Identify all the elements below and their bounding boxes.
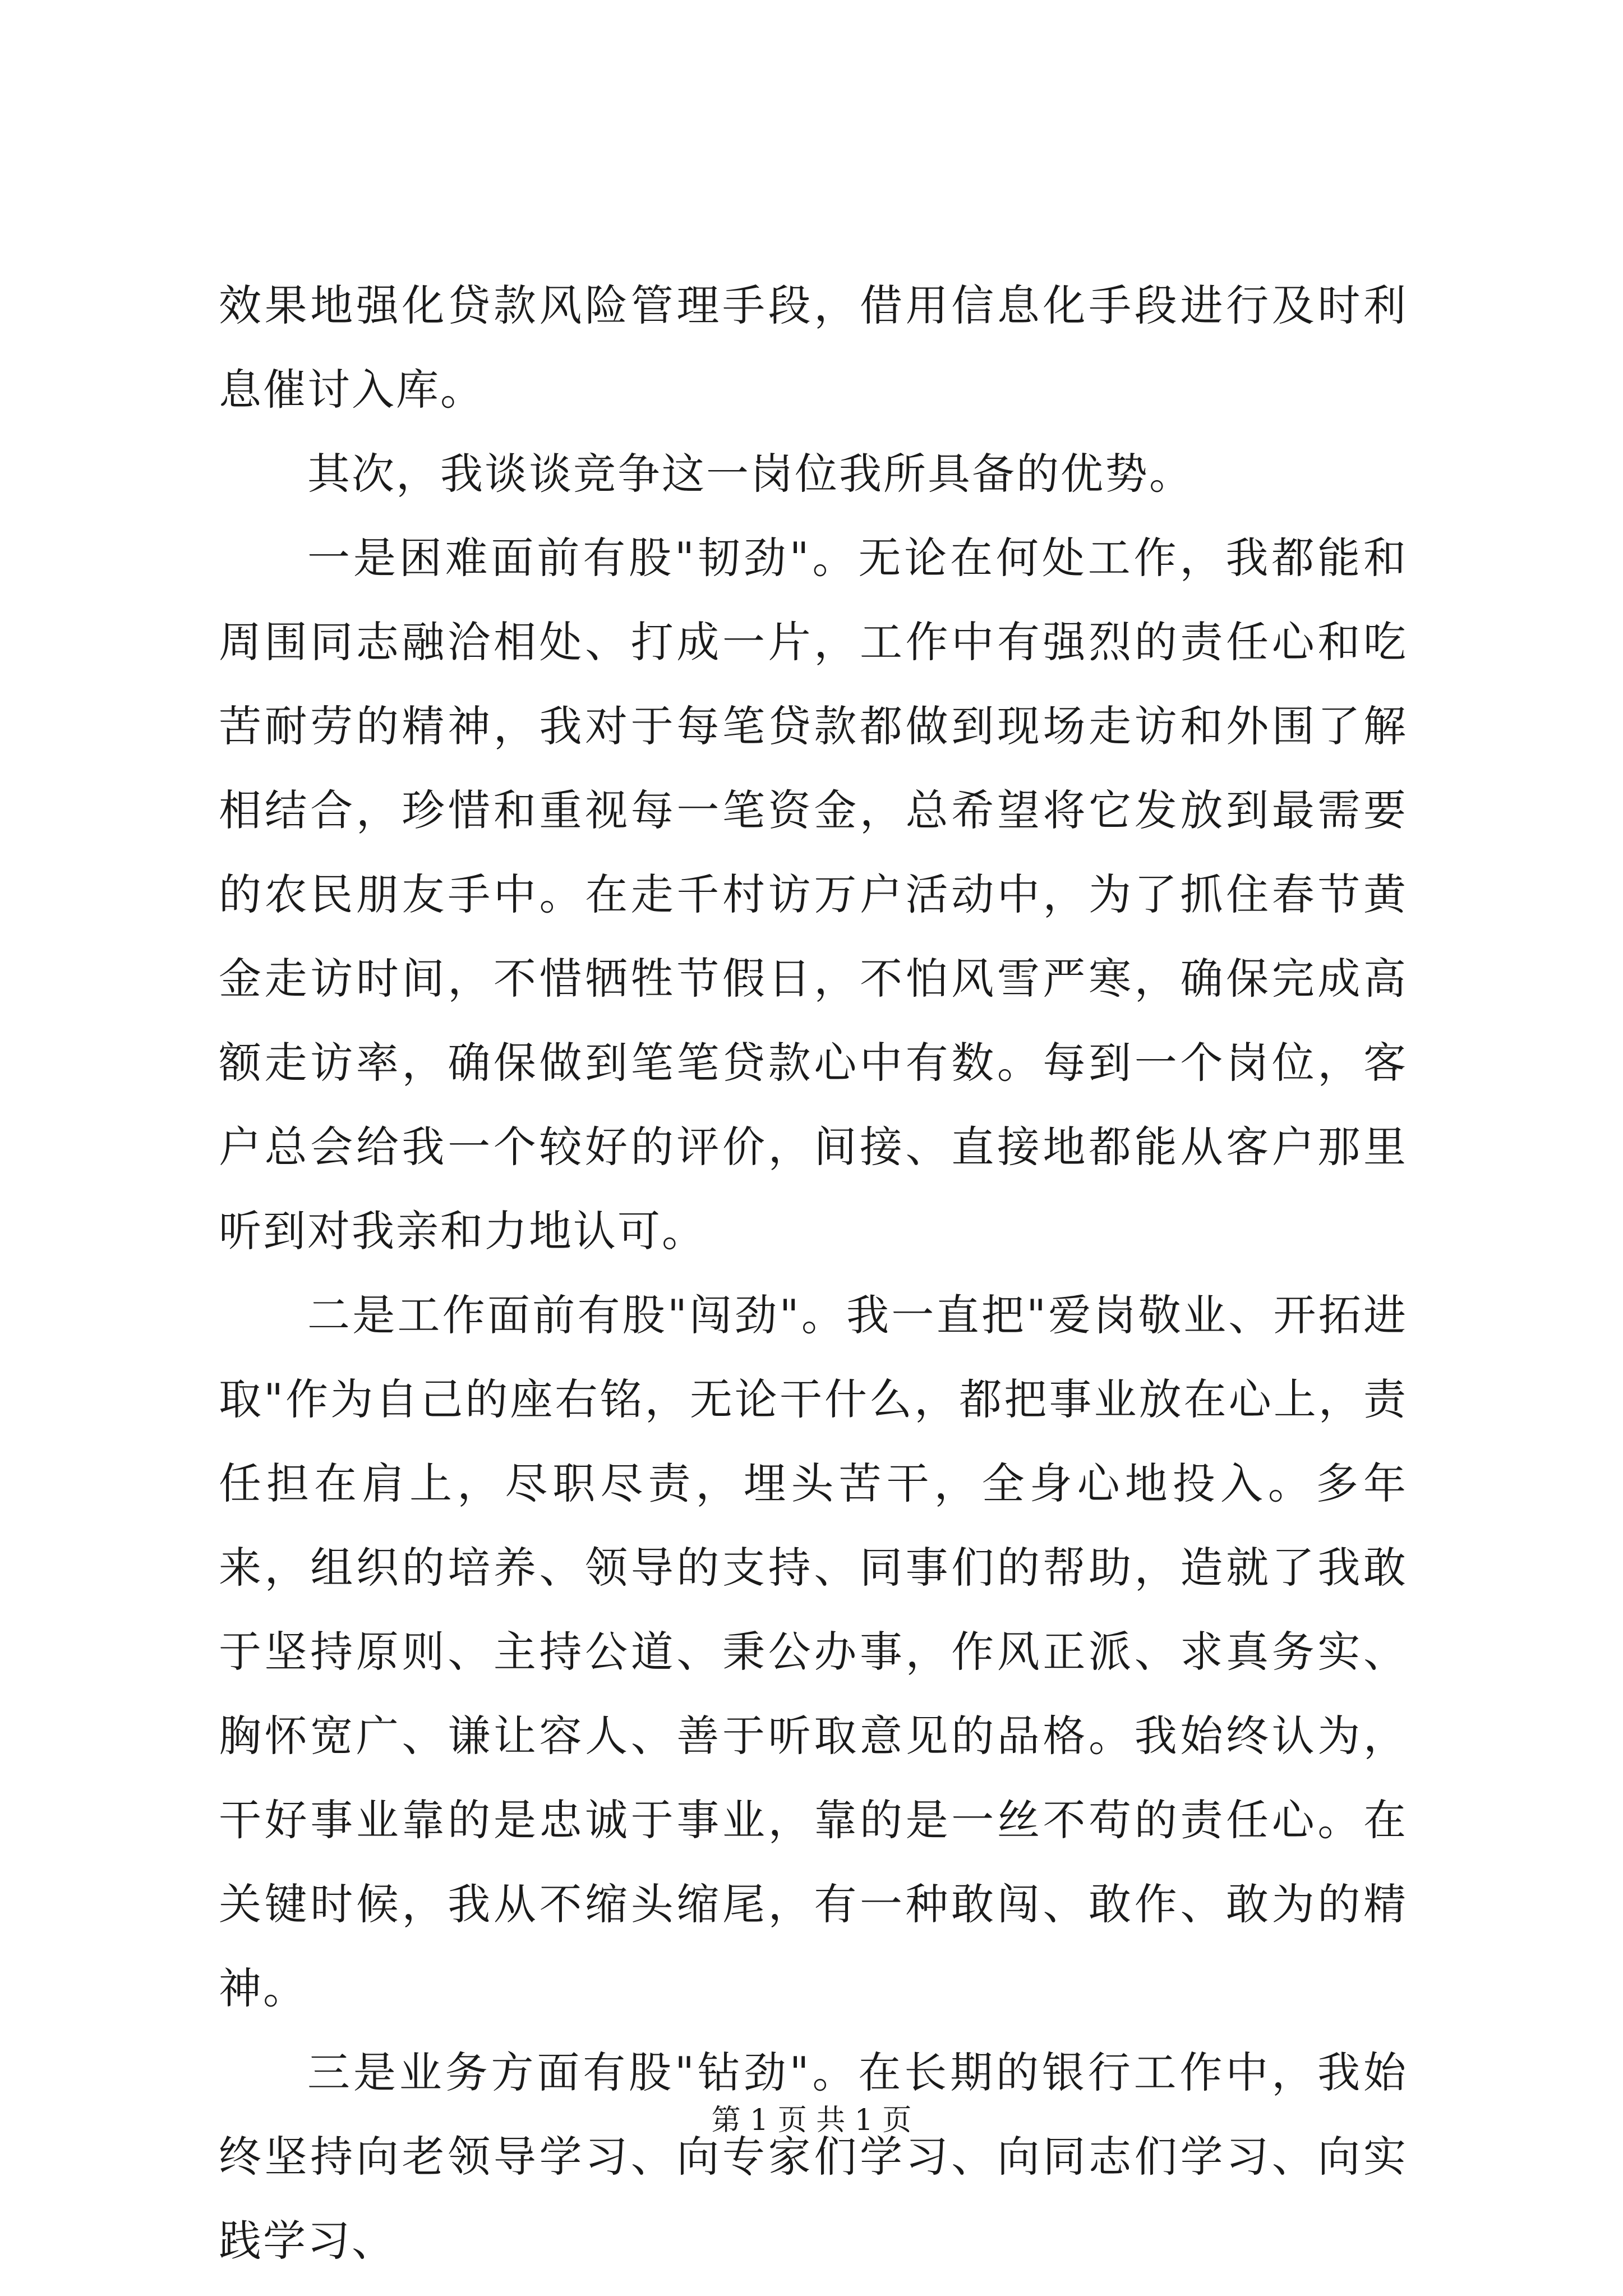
paragraph-1: 效果地强化贷款风险管理手段，借用信息化手段进行及时利息催讨入库。 (219, 280, 1408, 415)
paragraph-5: 三是业务方面有股"钻劲"。在长期的银行工作中，我始终坚持向老领导学习、向专家们学习、向同志们学习、向实践学习、 (219, 2047, 1408, 2266)
paragraph-4: 二是工作面前有股"闯劲"。我一直把"爱岗敬业、开拓进取"作为自己的座右铭，无论干什么，都把事业放在心上，责任担在肩上，尽职尽责，埋头苦干，全身心地投入。多年来，组织的培养、领导的支持、同事们的帮助，造就了我敢于坚持原则、主持公道、秉公办事，作风正派、求真务实、胸怀宽广、谦让容人、善于听取意见的品格。我始终认为，干好事业靠的是忠诚于事业，靠的是一丝不苟的责任心。在关键时候，我从不缩头缩尾，有一种敢闯、敢作、敢为的精神。 (219, 1290, 1408, 2013)
paragraph-2: 其次，我谈谈竞争这一岗位我所具备的优势。 (307, 449, 1193, 499)
document-body (219, 264, 1408, 2283)
paragraph-3: 一是困难面前有股"韧劲"。无论在何处工作，我都能和周围同志融洽相处、打成一片，工作中有强烈的责任心和吃苦耐劳的精神，我对于每笔贷款都做到现场走访和外围了解相结合，珍惜和重视每一笔资金，总希望将它发放到最需要的农民朋友手中。在走千村访万户活动中，为了抓住春节黄金走访时间，不惜牺牲节假日，不怕风雪严寒，确保完成高额走访率，确保做到笔笔贷款心中有数。每到一个岗位，客户总会给我一个较好的评价，间接、直接地都能从客户那里听到对我亲和力地认可。 (219, 533, 1408, 1256)
page-number-footer: 第 1 页 共 1 页 (711, 2104, 912, 2137)
